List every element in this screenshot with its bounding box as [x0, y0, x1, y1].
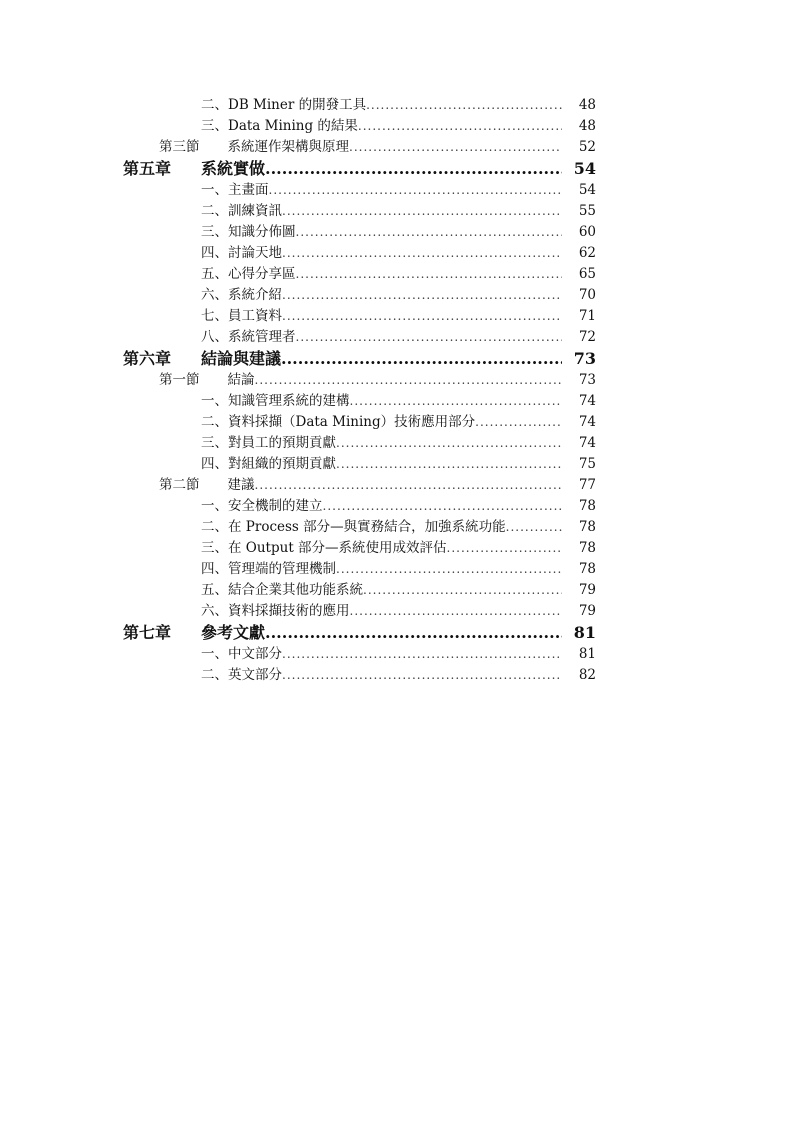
toc-dot-leader [282, 243, 562, 264]
toc-section [0, 137, 794, 158]
toc-item [0, 95, 794, 116]
toc-dot-leader [323, 496, 563, 517]
toc-entry-text [159, 137, 562, 158]
toc-chapter [0, 158, 794, 180]
toc-entry-text [123, 622, 562, 644]
toc-item [0, 644, 794, 665]
toc-item-label: 一、安全機制的建立 [201, 498, 323, 514]
toc-dot-leader [296, 264, 563, 285]
toc-page-number: 78 [578, 498, 596, 514]
toc-section [0, 475, 794, 496]
toc-entry-text [201, 306, 562, 327]
toc-item-label: 四、討論天地 [201, 245, 282, 261]
toc-page-number: 48 [578, 118, 596, 134]
toc-item-label: 六、資料採擷技術的應用 [201, 603, 350, 619]
toc-page-number: 72 [578, 329, 596, 345]
toc-entry-text [201, 412, 562, 433]
toc-page-number: 54 [578, 182, 596, 198]
toc-dot-leader [282, 665, 562, 686]
toc-section-title: 建議 [227, 477, 255, 493]
toc-item-label: 二、英文部分 [201, 667, 282, 683]
toc-chapter [0, 622, 794, 644]
toc-item-label: 七、員工資料 [201, 308, 282, 324]
toc-page-number: 73 [573, 349, 596, 368]
toc-dot-leader [265, 158, 562, 180]
toc-dot-leader [296, 327, 563, 348]
toc-item [0, 433, 794, 454]
toc-item-label: 二、訓練資訊 [201, 203, 282, 219]
toc-chapter-title: 參考文獻 [201, 623, 266, 642]
toc-item [0, 180, 794, 201]
toc-chapter-number: 第七章 [123, 623, 172, 642]
toc-chapter-number: 第六章 [123, 349, 172, 368]
toc-entry-text [201, 496, 562, 517]
toc-entry-text [201, 644, 562, 665]
toc-dot-leader [255, 370, 563, 391]
toc-entry-text [201, 180, 562, 201]
toc-dot-leader [506, 517, 562, 538]
toc-entry-text [201, 243, 562, 264]
toc-item-label: 四、管理端的管理機制 [201, 561, 336, 577]
toc-dot-leader [358, 116, 562, 137]
toc-page-number: 79 [578, 582, 596, 598]
toc-page-number: 48 [578, 97, 596, 113]
toc-page-number: 70 [578, 287, 596, 303]
toc-item [0, 264, 794, 285]
toc-item [0, 580, 794, 601]
toc-dot-leader [282, 644, 562, 665]
toc-page-number: 62 [578, 245, 596, 261]
toc-entry-text [201, 222, 562, 243]
toc-entry-text [201, 601, 562, 622]
toc-dot-leader [265, 622, 562, 644]
toc-entry-text [201, 665, 562, 686]
toc-page-number: 78 [578, 540, 596, 556]
toc-dot-leader [282, 306, 562, 327]
toc-entry-text [201, 454, 562, 475]
toc-item [0, 665, 794, 686]
toc-item-label: 五、結合企業其他功能系統 [201, 582, 363, 598]
toc-entry-text [201, 201, 562, 222]
toc-item [0, 116, 794, 137]
toc-entry-text [201, 327, 562, 348]
toc-item [0, 306, 794, 327]
toc-dot-leader [282, 201, 562, 222]
toc-item [0, 201, 794, 222]
toc-entry-text [159, 475, 562, 496]
toc-entry-text [201, 95, 562, 116]
toc-page-number: 52 [578, 139, 596, 155]
toc-entry-text [201, 517, 562, 538]
toc-entry-text [201, 580, 562, 601]
toc-entry-text [201, 538, 562, 559]
toc-item [0, 243, 794, 264]
toc-page-number: 81 [578, 646, 596, 662]
toc-item [0, 559, 794, 580]
toc-dot-leader [269, 180, 563, 201]
toc-item-label: 四、對組織的預期貢獻 [201, 456, 336, 472]
toc-item [0, 327, 794, 348]
toc-item [0, 538, 794, 559]
toc-item-label: 一、中文部分 [201, 646, 282, 662]
toc-page-number: 74 [578, 414, 596, 430]
toc-entry-text [201, 559, 562, 580]
toc-dot-leader [336, 433, 562, 454]
toc-entry-text [201, 264, 562, 285]
toc-entry-text [201, 285, 562, 306]
toc-entry-text [201, 116, 562, 137]
toc-entry-text [159, 370, 562, 391]
toc-chapter-title: 系統實做 [201, 159, 266, 178]
toc-item-label: 三、在 Output 部分—系統使用成效評估 [201, 540, 447, 556]
toc-page-number: 65 [578, 266, 596, 282]
toc-item-label: 三、Data Mining 的結果 [201, 118, 358, 134]
toc-item-label: 一、主畫面 [201, 182, 269, 198]
toc-item [0, 285, 794, 306]
toc-page-number: 78 [578, 561, 596, 577]
toc-page-number: 82 [578, 667, 596, 683]
toc-dot-leader [336, 454, 562, 475]
toc-dot-leader [447, 538, 562, 559]
toc-dot-leader [282, 285, 562, 306]
toc-chapter-title: 結論與建議 [201, 349, 282, 368]
toc-item [0, 454, 794, 475]
toc-page-number: 71 [578, 308, 596, 324]
toc-item-label: 三、對員工的預期貢獻 [201, 435, 336, 451]
toc-page-number: 74 [578, 393, 596, 409]
toc-dot-leader [363, 580, 562, 601]
toc-item [0, 391, 794, 412]
toc-item [0, 412, 794, 433]
toc-chapter [0, 348, 794, 370]
toc-section-number: 第一節 [159, 372, 200, 388]
toc-dot-leader [255, 475, 563, 496]
toc-item-label: 二、資料採擷（Data Mining）技術應用部分 [201, 414, 476, 430]
toc-page-number: 73 [578, 372, 596, 388]
toc-page-number: 75 [578, 456, 596, 472]
toc-chapter-number: 第五章 [123, 159, 172, 178]
toc-section-title: 系統運作架構與原理 [227, 139, 349, 155]
toc-section-number: 第三節 [159, 139, 200, 155]
toc-item [0, 517, 794, 538]
toc-item-label: 二、DB Miner 的開發工具 [201, 97, 367, 113]
table-of-contents [0, 95, 794, 686]
toc-section-title: 結論 [227, 372, 255, 388]
toc-dot-leader [281, 348, 562, 370]
toc-entry-text [201, 391, 562, 412]
toc-item-label: 六、系統介紹 [201, 287, 282, 303]
toc-item [0, 496, 794, 517]
toc-entry-text [123, 158, 562, 180]
toc-item [0, 222, 794, 243]
toc-item-label: 一、知識管理系統的建構 [201, 393, 350, 409]
toc-item [0, 601, 794, 622]
toc-page-number: 79 [578, 603, 596, 619]
toc-item-label: 二、在 Process 部分—與實務結合，加強系統功能 [201, 519, 506, 535]
toc-page-number: 77 [578, 477, 596, 493]
toc-section-number: 第二節 [159, 477, 200, 493]
toc-dot-leader [349, 137, 562, 158]
toc-page-number: 60 [578, 224, 596, 240]
toc-dot-leader [366, 95, 562, 116]
toc-page-number: 54 [573, 159, 596, 178]
toc-page-number: 81 [573, 623, 596, 642]
toc-entry-text [123, 348, 562, 370]
toc-dot-leader [475, 412, 562, 433]
toc-dot-leader [296, 222, 563, 243]
toc-item-label: 八、系統管理者 [201, 329, 296, 345]
toc-page-number: 55 [578, 203, 596, 219]
toc-page-number: 74 [578, 435, 596, 451]
toc-dot-leader [336, 559, 562, 580]
toc-page-number: 78 [578, 519, 596, 535]
toc-item-label: 五、心得分享區 [201, 266, 296, 282]
toc-dot-leader [350, 391, 563, 412]
toc-dot-leader [350, 601, 563, 622]
toc-section [0, 370, 794, 391]
toc-item-label: 三、知識分佈圖 [201, 224, 296, 240]
toc-entry-text [201, 433, 562, 454]
